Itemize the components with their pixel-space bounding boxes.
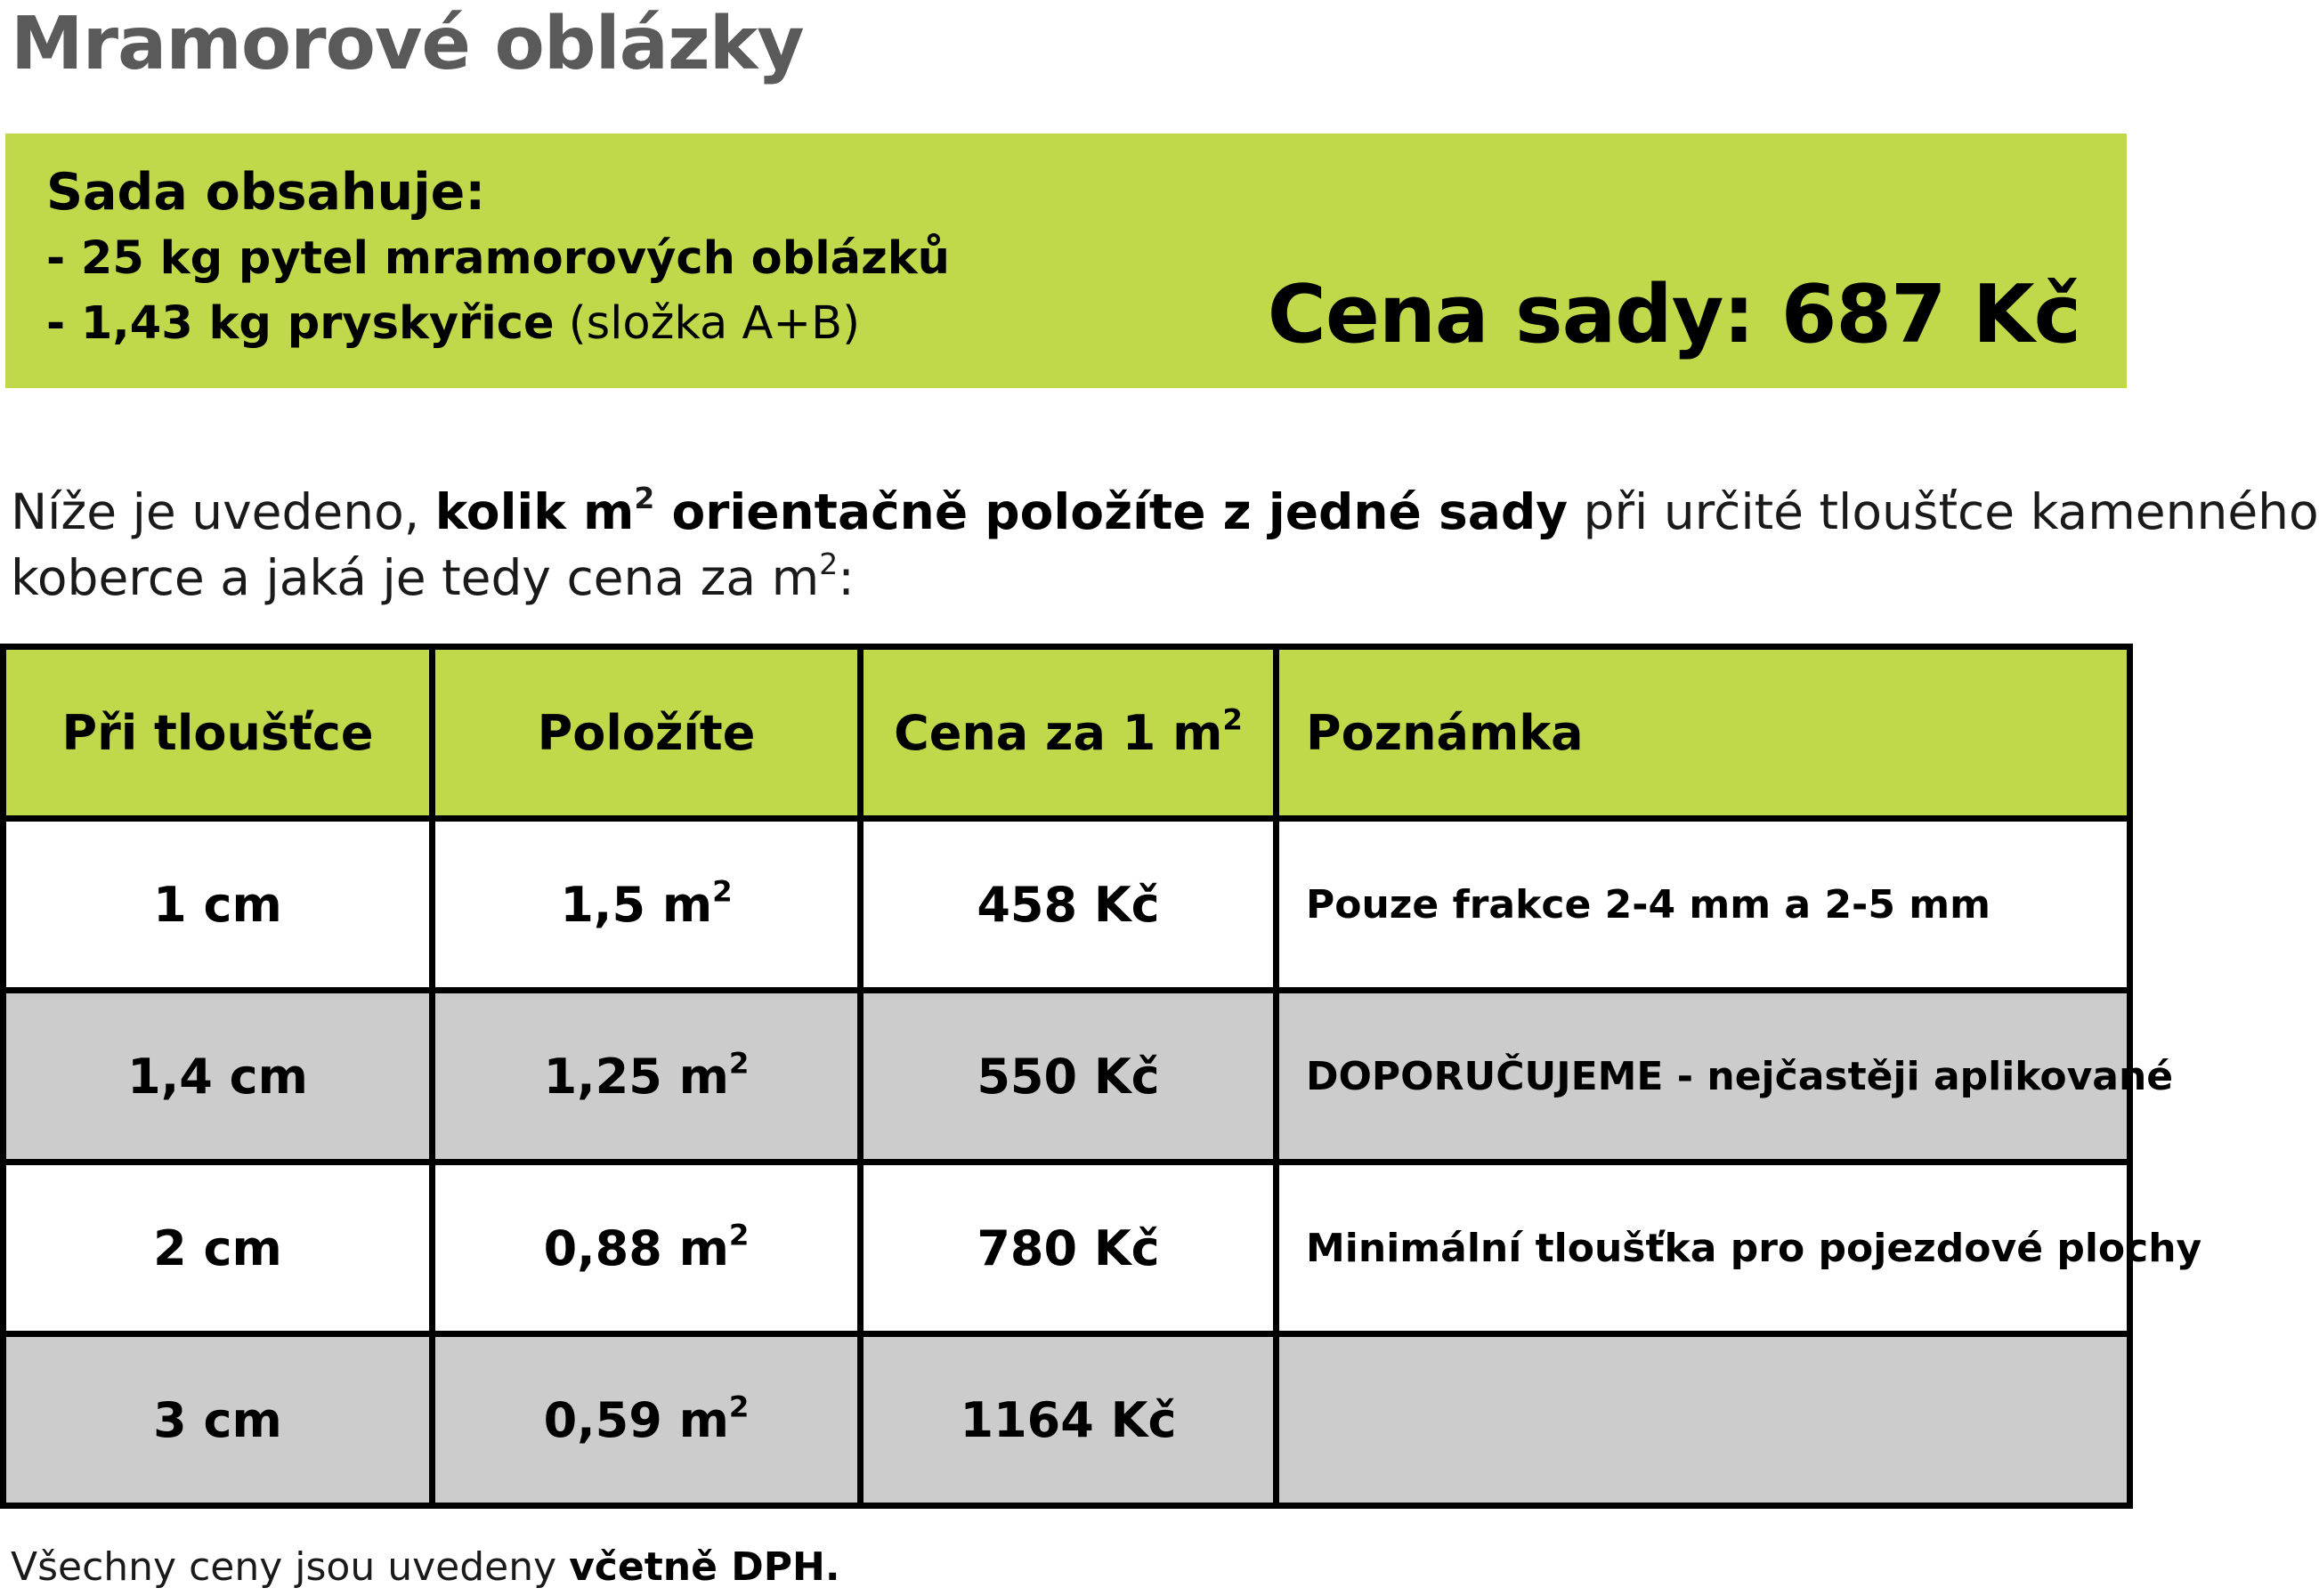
kit-item-pebbles (46, 226, 950, 291)
kit-contents-list (46, 158, 950, 356)
table-row (4, 1163, 2130, 1334)
table-row (4, 1334, 2130, 1506)
cell-coverage-text: 0,88 m (543, 1219, 729, 1276)
cell-price: 458 Kč (861, 819, 1277, 991)
cell-coverage-sup: 2 (728, 1217, 750, 1252)
pricing-table-wrapper (0, 644, 2202, 1507)
cell-note: DOPORUČUJEME - nejčastěji aplikované (1277, 991, 2130, 1163)
cell-price: 1164 Kč (861, 1334, 1277, 1506)
kit-item-resin-detail: (složka A+B) (554, 297, 860, 350)
intro-bold-2: orientačně položíte z jedné sady (654, 483, 1569, 540)
cell-coverage-text: 1,25 m (543, 1048, 729, 1105)
header-price-sup: 2 (1222, 701, 1243, 736)
cell-coverage-sup: 2 (712, 873, 733, 908)
intro-part-1: Níže je uvedeno, (11, 483, 435, 540)
cell-thickness: 3 cm (4, 1334, 433, 1506)
intro-line-2-end: : (838, 549, 855, 606)
header-coverage: Položíte (433, 647, 861, 819)
kit-contents-box (5, 134, 2127, 388)
cell-thickness: 2 cm (4, 1163, 433, 1334)
kit-item-resin (46, 291, 950, 356)
intro-line-2-text: koberce a jaká je tedy cena za m (11, 549, 820, 606)
cell-note (1277, 1334, 2130, 1506)
header-thickness: Při tloušťce (4, 647, 433, 819)
kit-item-resin-text: - 1,43 kg pryskyřice (46, 297, 555, 350)
footer-text: Všechny ceny jsou uvedeny (11, 1544, 570, 1590)
header-price-text: Cena za 1 m (894, 704, 1223, 761)
cell-coverage (433, 1163, 861, 1334)
kit-price: Cena sady: 687 Kč (1267, 268, 2080, 361)
cell-coverage (433, 991, 861, 1163)
intro-sup-1: 2 (634, 480, 655, 515)
cell-note: Minimální tloušťka pro pojezdové plochy (1277, 1163, 2130, 1334)
page-title: Mramorové oblázky (11, 2, 804, 86)
kit-heading: Sada obsahuje: (46, 163, 486, 222)
intro-text (11, 479, 2319, 611)
header-price (861, 647, 1277, 819)
table-header-row (4, 647, 2130, 819)
cell-coverage (433, 819, 861, 991)
footer-note (11, 1541, 840, 1594)
cell-note: Pouze frakce 2-4 mm a 2-5 mm (1277, 819, 2130, 991)
cell-thickness: 1 cm (4, 819, 433, 991)
cell-coverage-sup: 2 (728, 1389, 750, 1423)
intro-line-2 (11, 545, 2319, 611)
cell-price: 780 Kč (861, 1163, 1277, 1334)
header-note: Poznámka (1277, 647, 2130, 819)
cell-coverage-text: 1,5 m (560, 876, 713, 933)
intro-sup-2: 2 (819, 546, 839, 581)
pricing-table (0, 644, 2202, 1509)
cell-coverage (433, 1334, 861, 1506)
intro-line-1 (11, 479, 2319, 545)
intro-bold-1: kolik m (434, 483, 635, 540)
intro-part-2: při určité tloušťce kamenného (1568, 483, 2319, 540)
cell-price: 550 Kč (861, 991, 1277, 1163)
kit-item-pebbles-text: - 25 kg pytel mramorových oblázků (46, 232, 950, 285)
footer-bold: včetně DPH. (569, 1544, 840, 1590)
table-row (4, 991, 2130, 1163)
table-row (4, 819, 2130, 991)
cell-coverage-text: 0,59 m (543, 1391, 729, 1448)
cell-coverage-sup: 2 (728, 1045, 750, 1080)
cell-thickness: 1,4 cm (4, 991, 433, 1163)
